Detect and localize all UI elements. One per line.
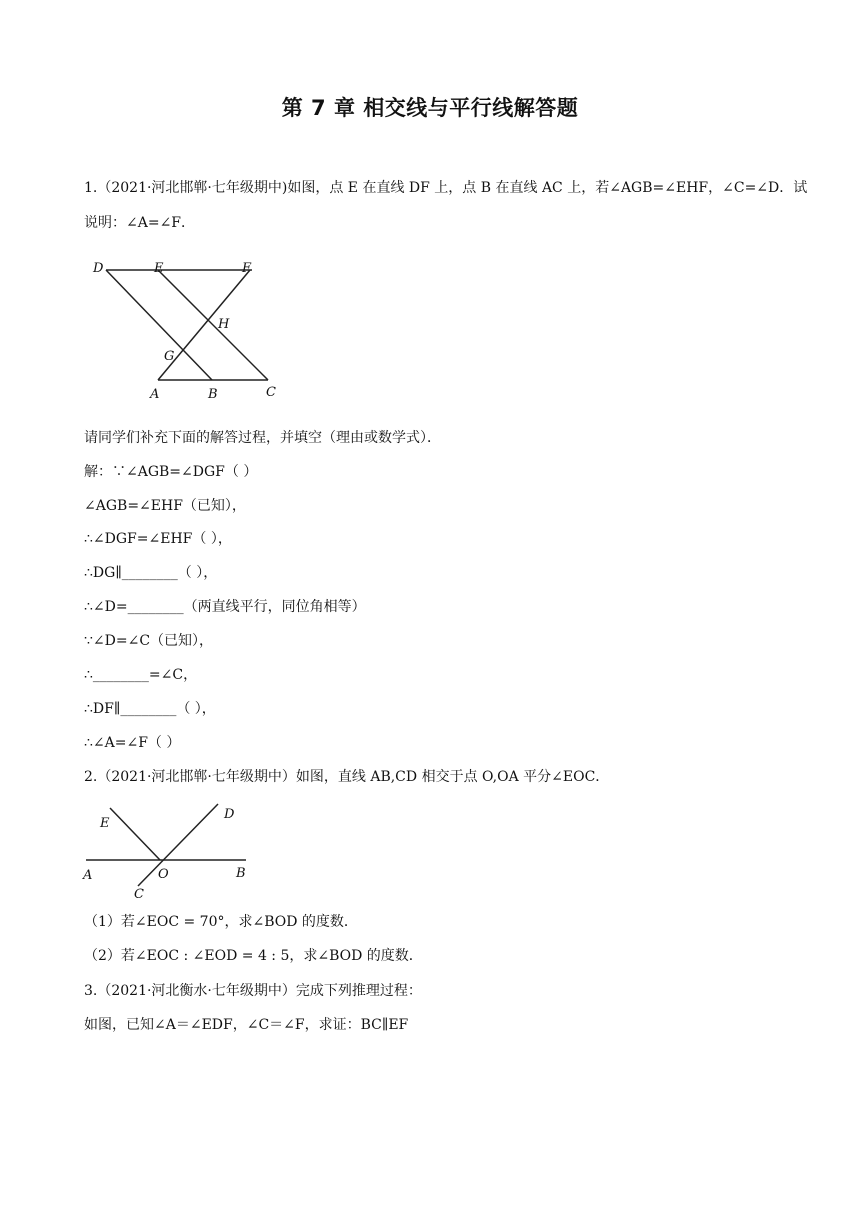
- problem-1-step: 解：∵∠AGB=∠DGF（ ）: [84, 464, 258, 480]
- problem-1-instruction: 请同学们补充下面的解答过程，并填空（理由或数学式）．: [84, 430, 441, 446]
- problem-1-step: ∴________=∠C，: [84, 667, 198, 683]
- label-c: C: [134, 887, 144, 902]
- label-h: H: [218, 317, 230, 332]
- line-db: [106, 270, 212, 380]
- problem-1-step: ∠AGB=∠EHF（已知），: [84, 498, 246, 514]
- line-cd: [138, 804, 218, 886]
- problem-1-statement: 1.（2021·河北邯郸·七年级期中)如图，点 E 在直线 DF 上，点 B 在直线 AC 上，若∠AGB=∠EHF，∠C=∠D．试: [84, 180, 808, 196]
- problem-3-statement-cont: 如图，已知∠A＝∠EDF，∠C＝∠F，求证：BC∥EF: [84, 1017, 409, 1033]
- problem-1-step: ∴∠D=________（两直线平行，同位角相等）: [84, 599, 366, 615]
- problem-2-statement: 2.（2021·河北邯郸·七年级期中）如图，直线 AB,CD 相交于点 O,OA 平分∠EOC．: [84, 769, 610, 785]
- page-title: 第 7 章 相交线与平行线解答题: [281, 96, 579, 120]
- problem-1-step: ∴∠DGF=∠EHF（ ），: [84, 531, 232, 547]
- problem-1-figure: [84, 252, 294, 402]
- label-f: F: [242, 261, 252, 276]
- problem-2-question-2: （2）若∠EOC : ∠EOD = 4 : 5，求∠BOD 的度数．: [84, 948, 423, 964]
- label-e: E: [154, 261, 164, 276]
- label-d: D: [93, 261, 104, 276]
- problem-2-figure: [78, 798, 258, 902]
- label-g: G: [164, 349, 175, 364]
- label-e: E: [100, 816, 110, 831]
- label-b: B: [236, 866, 246, 881]
- label-o: O: [158, 867, 169, 882]
- label-a: A: [150, 387, 160, 402]
- problem-1-step: ∵∠D=∠C（已知），: [84, 633, 214, 649]
- ray-oe: [110, 808, 160, 860]
- label-c: C: [266, 385, 276, 400]
- problem-3-statement: 3.（2021·河北衡水·七年级期中）完成下列推理过程：: [84, 983, 422, 999]
- problem-1-step: ∴DF∥________（ ），: [84, 701, 216, 717]
- problem-2-question-1: （1）若∠EOC = 70°，求∠BOD 的度数．: [84, 914, 358, 930]
- label-a: A: [83, 868, 93, 883]
- problem-1-statement-cont: 说明：∠A=∠F．: [84, 215, 196, 231]
- problem-1-step: ∴DG∥________（ ），: [84, 565, 218, 581]
- label-b: B: [208, 387, 218, 402]
- line-ec: [158, 270, 268, 380]
- problem-1-step: ∴∠A=∠F（ ）: [84, 735, 181, 751]
- label-d: D: [224, 807, 235, 822]
